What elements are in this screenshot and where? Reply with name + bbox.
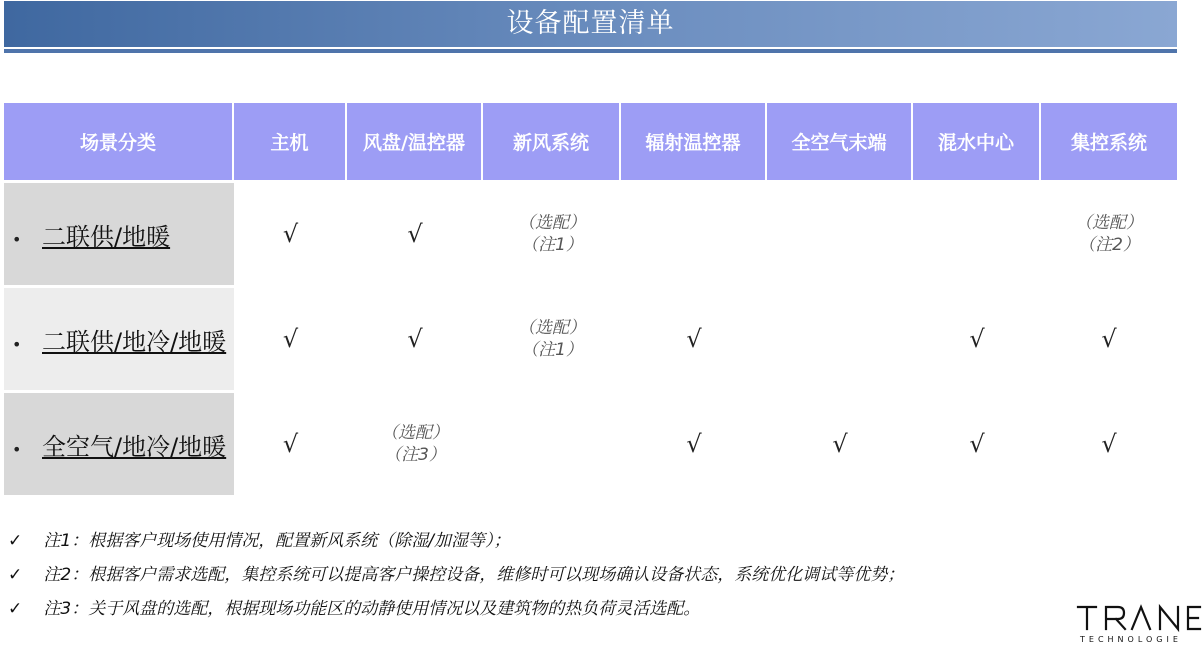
optional-note [483, 212, 621, 256]
note-item [8, 528, 1068, 562]
optional-label: （选配） [518, 213, 586, 233]
table-header-row [4, 103, 1177, 180]
check-mark: √ [282, 220, 299, 248]
check-mark: √ [686, 325, 702, 353]
notes-list [8, 528, 1068, 630]
check-mark: √ [1101, 430, 1117, 458]
svg-text:TECHNOLOGIE: TECHNOLOGIE [1080, 635, 1182, 644]
header-mixing-center: 混水中心 [913, 103, 1041, 180]
check-mark: √ [1101, 325, 1117, 353]
config-cell [347, 390, 483, 495]
optional-note [483, 317, 621, 361]
config-cell [1041, 285, 1177, 390]
header-radiant-thermostat: 辐射温控器 [621, 103, 767, 180]
table-row [4, 285, 1177, 390]
config-cell [483, 285, 621, 390]
optional-note [1041, 212, 1177, 256]
header-fresh-air: 新风系统 [483, 103, 621, 180]
title-underline [4, 49, 1177, 53]
config-cell [913, 285, 1041, 390]
note-reference: （注1） [521, 340, 583, 360]
config-cell [621, 180, 767, 285]
note-reference: （注3） [384, 445, 446, 465]
optional-label: （选配） [518, 318, 586, 338]
config-cell [483, 390, 621, 495]
checkmark-icon: ✓ [8, 531, 23, 551]
note-text: 注1：根据客户现场使用情况，配置新风系统（除湿/加湿等）； [43, 531, 511, 551]
config-cell [234, 285, 347, 390]
header-all-air-terminal: 全空气末端 [767, 103, 913, 180]
header-scene: 场景分类 [4, 103, 234, 180]
check-mark: √ [407, 220, 423, 248]
checkmark-icon: ✓ [8, 599, 23, 619]
note-reference: （注1） [521, 235, 583, 255]
table-row [4, 390, 1177, 495]
config-cell [1041, 390, 1177, 495]
bullet-icon: • [12, 439, 22, 459]
config-cell [621, 390, 767, 495]
check-mark: √ [686, 430, 702, 458]
config-cell [483, 180, 621, 285]
note-item [8, 562, 1068, 596]
check-mark: √ [407, 325, 423, 353]
bullet-icon: • [12, 334, 22, 354]
header-fancoil: 风盘/温控器 [347, 103, 483, 180]
optional-label: （选配） [1075, 213, 1143, 233]
check-mark: √ [969, 325, 985, 353]
config-cell [347, 180, 483, 285]
check-mark: √ [282, 430, 299, 458]
optional-note [347, 422, 483, 466]
config-cell [913, 390, 1041, 495]
check-mark: √ [282, 325, 299, 353]
header-host: 主机 [234, 103, 347, 180]
scene-cell [4, 390, 234, 495]
config-cell [621, 285, 767, 390]
scene-label: 二联供/地冷/地暖 [42, 327, 227, 356]
trane-logo [1074, 602, 1204, 646]
config-cell [767, 285, 913, 390]
config-cell [234, 390, 347, 495]
bullet-icon: • [12, 229, 22, 249]
scene-label: 全空气/地冷/地暖 [42, 432, 227, 461]
header-central-control: 集控系统 [1041, 103, 1177, 180]
scene-cell [4, 180, 234, 285]
optional-label: （选配） [381, 423, 449, 443]
config-cell [347, 285, 483, 390]
check-mark: √ [832, 430, 848, 458]
table-row [4, 180, 1177, 285]
check-mark: √ [969, 430, 985, 458]
config-cell [767, 390, 913, 495]
config-cell [767, 180, 913, 285]
config-cell [913, 180, 1041, 285]
note-text: 注3：关于风盘的选配，根据现场功能区的动静使用情况以及建筑物的热负荷灵活选配。 [43, 599, 701, 619]
scene-cell [4, 285, 234, 390]
config-table [4, 103, 1177, 495]
note-text: 注2：根据客户需求选配，集控系统可以提高客户操控设备，维修时可以现场确认设备状态，系统优化调试等优势； [43, 565, 905, 585]
page-title: 设备配置清单 [4, 1, 1177, 47]
scene-label: 二联供/地暖 [42, 222, 171, 251]
config-cell [1041, 180, 1177, 285]
note-item [8, 596, 1068, 630]
checkmark-icon: ✓ [8, 565, 23, 585]
config-cell [234, 180, 347, 285]
note-reference: （注2） [1078, 235, 1140, 255]
